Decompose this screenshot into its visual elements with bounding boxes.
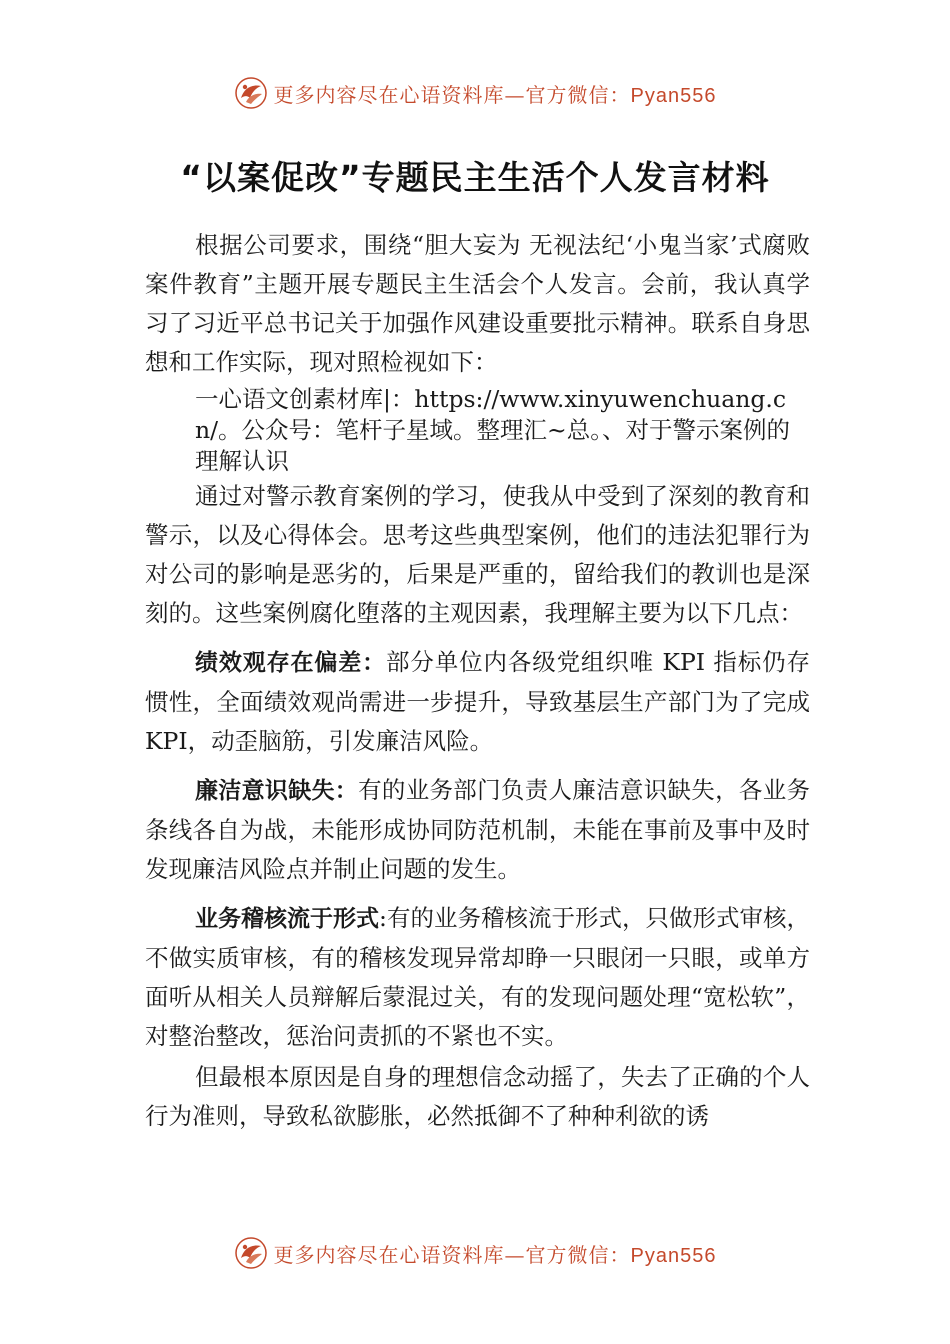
- header-banner-separator: —: [504, 82, 526, 107]
- footer-banner-wechat-id: Pyan556: [630, 1244, 717, 1267]
- point-performance: [145, 643, 810, 761]
- source-line: 一心语文创素材库|：https://www.xinyuwenchuang.cn/。公众号：笔杆子星域。整理汇~总。、对于警示案例的理解认识: [195, 385, 790, 475]
- intro-paragraph: 根据公司要求，围绕“胆大妄为 无视法纪‘小鬼当家’式腐败案件教育”主题开展专题民主生活会个人发言。会前，我认真学习了习近平总书记关于加强作风建设重要批示精神。联系自身思想和工作实际，现对照检视如下：: [145, 231, 810, 376]
- header-banner-wechat-label: 官方微信：: [525, 82, 631, 107]
- header-banner-main: 更多内容尽在心语资料库: [273, 82, 505, 107]
- header-banner-text: [274, 79, 717, 108]
- header-banner-wechat-id: Pyan556: [630, 84, 717, 107]
- page-title: “以案促改”专题民主生活个人发言材料: [180, 158, 770, 197]
- header-banner: [0, 73, 950, 113]
- point-audit-text: 有的业务稽核流于形式，只做形式审核，不做实质审核，有的稽核发现异常却睁一只眼闭一只眼，或单方面听从相关人员辩解后蒙混过关，有的发现问题处理“宽松软”，对整治整改，惩治问责抓的不紧也不实。: [145, 904, 811, 1050]
- point-audit-lead: 业务稽核流于形式: [195, 906, 380, 932]
- footer-banner-main: 更多内容尽在心语资料库: [273, 1242, 505, 1267]
- footer-banner-text: [274, 1239, 717, 1268]
- footer-banner: [0, 1233, 950, 1273]
- cases-paragraph: 通过对警示教育案例的学习，使我从中受到了深刻的教育和警示，以及心得体会。思考这些典型案例，他们的违法犯罪行为对公司的影响是恶劣的，后果是严重的，留给我们的教训也是深刻的。这些案例腐化堕落的主观因素，我理解主要为以下几点：: [145, 482, 810, 627]
- red-flower-logo-icon: [234, 1236, 268, 1270]
- point-performance-lead: 绩效观存在偏差：: [195, 650, 386, 676]
- document-body: [145, 226, 810, 1136]
- point-performance-text: 部分单位内各级党组织唯 KPI 指标仍存惯性，全面绩效观尚需进一步提升，导致基层生产部门为了完成 KPI，动歪脑筋，引发廉洁风险。: [145, 648, 810, 755]
- footer-banner-wechat-label: 官方微信：: [525, 1242, 631, 1267]
- footer-banner-separator: —: [504, 1242, 526, 1267]
- root-cause-paragraph: 但最根本原因是自身的理想信念动摇了，失去了正确的个人行为准则，导致私欲膨胀，必然抵御不了种种利欲的诱: [145, 1063, 810, 1130]
- point-integrity-text: 有的业务部门负责人廉洁意识缺失，各业务条线各自为战，未能形成协同防范机制，未能在事前及事中及时发现廉洁风险点并制止问题的发生。: [145, 776, 811, 883]
- red-flower-logo-icon: [234, 76, 268, 110]
- point-audit-colon: :: [379, 904, 387, 932]
- point-integrity: [145, 771, 810, 889]
- point-integrity-lead: 廉洁意识缺失：: [195, 778, 359, 804]
- point-audit: [145, 899, 810, 1056]
